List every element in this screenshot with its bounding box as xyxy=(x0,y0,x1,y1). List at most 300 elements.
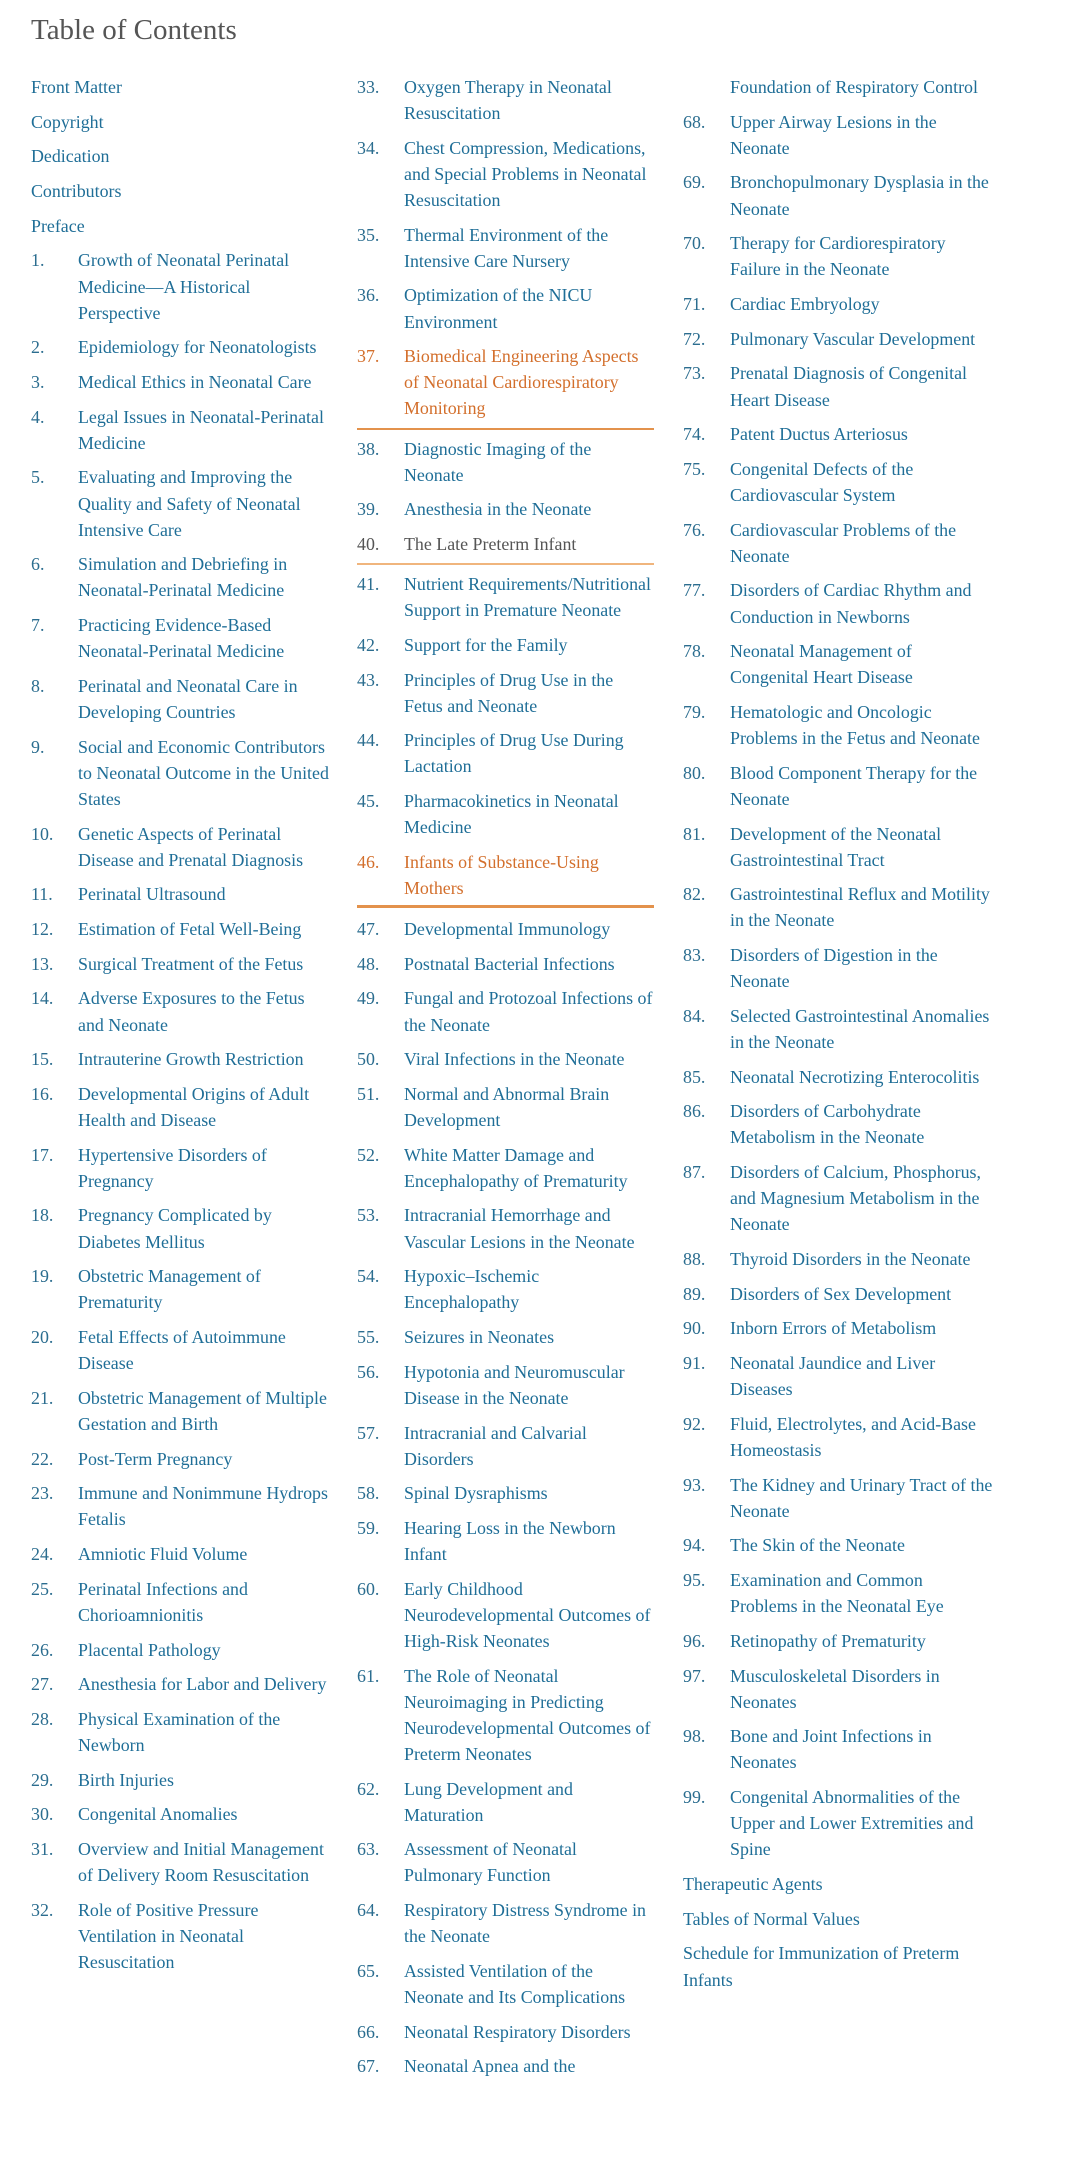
chapter-number: 66. xyxy=(357,2021,380,2042)
toc-entry[interactable] xyxy=(683,517,993,569)
toc-entry[interactable] xyxy=(683,881,993,933)
chapter-title-link[interactable]: Post-Term Pregnancy xyxy=(78,1448,233,1469)
chapter-title-link[interactable]: Early Childhood Neurodevelopmental Outcomes of High-Risk Neonates xyxy=(404,1578,651,1651)
chapter-number: 28. xyxy=(31,1708,54,1729)
toc-entry[interactable] xyxy=(357,135,654,213)
toc-entry[interactable] xyxy=(357,2019,654,2045)
chapter-title-link[interactable]: Postnatal Bacterial Infections xyxy=(404,953,615,974)
chapter-number: 75. xyxy=(683,458,706,479)
chapter-number: 31. xyxy=(31,1839,54,1860)
chapter-title-link[interactable]: Musculoskeletal Disorders in Neonates xyxy=(730,1665,940,1712)
chapter-number: 10. xyxy=(31,823,54,844)
toc-entry[interactable] xyxy=(683,1098,993,1150)
toc-entry[interactable] xyxy=(683,421,993,447)
toc-entry[interactable] xyxy=(31,334,331,360)
chapter-number: 30. xyxy=(31,1804,54,1825)
chapter-title-link[interactable]: Disorders of Calcium, Phosphorus, and Magnesium Metabolism in the Neonate xyxy=(730,1162,981,1235)
toc-entry[interactable] xyxy=(683,638,993,690)
toc-entry[interactable] xyxy=(31,951,331,977)
toc-entry[interactable] xyxy=(683,230,993,282)
chapter-number: 80. xyxy=(683,762,706,783)
chapter-number: 51. xyxy=(357,1083,380,1104)
chapter-number: 89. xyxy=(683,1283,706,1304)
toc-entry[interactable] xyxy=(31,1637,331,1663)
chapter-title-link[interactable]: Dedication xyxy=(31,146,110,167)
toc-entry[interactable] xyxy=(31,1576,331,1628)
chapter-title-link[interactable]: Anesthesia in the Neonate xyxy=(404,499,592,520)
toc-entry[interactable] xyxy=(357,282,654,334)
toc-entry[interactable] xyxy=(357,1576,654,1654)
chapter-title-link[interactable]: Examination and Common Problems in the Neonatal Eye xyxy=(730,1570,944,1617)
chapter-title-link[interactable]: Amniotic Fluid Volume xyxy=(78,1544,248,1565)
chapter-number: 1. xyxy=(31,250,45,271)
chapter-title-link[interactable]: Anesthesia for Labor and Delivery xyxy=(78,1674,327,1695)
toc-entry[interactable] xyxy=(357,1046,654,1072)
chapter-number: 34. xyxy=(357,137,380,158)
toc-entry[interactable] xyxy=(357,1663,654,1767)
chapter-number: 32. xyxy=(31,1899,54,1920)
chapter-title-link[interactable]: Medical Ethics in Neonatal Care xyxy=(78,372,312,392)
chapter-number xyxy=(683,74,730,100)
chapter-title-link[interactable]: Inborn Errors of Metabolism xyxy=(730,1318,937,1339)
chapter-title-link[interactable]: Disorders of Digestion in the Neonate xyxy=(730,945,938,992)
chapter-number: 69. xyxy=(683,172,706,193)
chapter-title-link[interactable]: Fetal Effects of Autoimmune Disease xyxy=(78,1327,286,1374)
chapter-title-link[interactable]: The Late Preterm Infant xyxy=(404,533,577,554)
chapter-number: 81. xyxy=(683,823,706,844)
toc-column-3 xyxy=(683,74,993,2001)
chapter-number: 35. xyxy=(357,224,380,245)
chapter-title-link[interactable]: Diagnostic Imaging of the Neonate xyxy=(404,438,592,485)
chapter-number: 58. xyxy=(357,1483,380,1504)
chapter-number: 70. xyxy=(683,233,706,254)
toc-entry[interactable] xyxy=(357,1420,654,1472)
chapter-number: 15. xyxy=(31,1049,54,1070)
toc-entry[interactable] xyxy=(683,109,993,161)
chapter-number: 18. xyxy=(31,1205,54,1226)
toc-entry[interactable] xyxy=(31,213,331,239)
chapter-title-link[interactable]: Hematologic and Oncologic Problems in the Fetus and Neonate xyxy=(730,702,980,749)
chapter-title-link[interactable]: Congenital Defects of the Cardiovascular System xyxy=(730,458,914,505)
chapter-title-link[interactable]: Viral Infections in the Neonate xyxy=(404,1049,625,1070)
chapter-number: 16. xyxy=(31,1083,54,1104)
chapter-title-link[interactable]: Gastrointestinal Reflux and Motility in the Neonate xyxy=(730,884,990,931)
toc-entry[interactable] xyxy=(683,1281,993,1307)
toc-entry[interactable] xyxy=(683,942,993,994)
toc-entry[interactable] xyxy=(31,1706,331,1758)
toc-entry[interactable] xyxy=(31,1801,331,1827)
toc-entry[interactable] xyxy=(31,247,331,325)
toc-entry[interactable] xyxy=(31,143,331,169)
chapter-number: 7. xyxy=(31,615,45,636)
chapter-number: 50. xyxy=(357,1049,380,1070)
toc-entry[interactable] xyxy=(357,496,654,522)
toc-entry[interactable] xyxy=(31,1767,331,1793)
toc-entry[interactable] xyxy=(683,821,993,873)
toc-entry[interactable] xyxy=(31,1897,331,1975)
toc-entry[interactable] xyxy=(31,369,331,395)
toc-entry[interactable] xyxy=(357,1081,654,1133)
chapter-number: 27. xyxy=(31,1674,54,1695)
page-title: Table of Contents xyxy=(31,14,237,46)
chapter-number: 60. xyxy=(357,1578,380,1599)
chapter-number: 78. xyxy=(683,641,706,662)
toc-entry[interactable] xyxy=(31,1446,331,1472)
chapter-title-link[interactable]: Pulmonary Vascular Development xyxy=(730,328,976,349)
chapter-title-link[interactable]: Pregnancy Complicated by Diabetes Mellitus xyxy=(78,1205,272,1252)
toc-entry[interactable] xyxy=(357,1142,654,1194)
toc-entry[interactable] xyxy=(357,788,654,840)
toc-entry[interactable] xyxy=(357,1776,654,1828)
chapter-number: 23. xyxy=(31,1483,54,1504)
chapter-number: 95. xyxy=(683,1570,706,1591)
chapter-title-link[interactable]: Adverse Exposures to the Fetus and Neonate xyxy=(78,988,305,1035)
chapter-number: 43. xyxy=(357,669,380,690)
chapter-title-link[interactable]: Disorders of Carbohydrate Metabolism in the Neonate xyxy=(730,1101,925,1148)
chapter-title-link[interactable]: Patent Ductus Arteriosus xyxy=(730,424,908,445)
chapter-title-link[interactable]: Neonatal Necrotizing Enterocolitis xyxy=(730,1066,980,1087)
chapter-title-link[interactable]: The Skin of the Neonate xyxy=(730,1535,905,1556)
chapter-number: 84. xyxy=(683,1005,706,1026)
chapter-number: 9. xyxy=(31,736,45,757)
chapter-title-link[interactable]: Contributors xyxy=(31,181,122,202)
chapter-title-link[interactable]: Prenatal Diagnosis of Congenital Heart Disease xyxy=(730,363,968,410)
chapter-title-link[interactable]: Neonatal Respiratory Disorders xyxy=(404,2021,631,2042)
chapter-number: 13. xyxy=(31,953,54,974)
toc-entry[interactable] xyxy=(357,985,654,1037)
toc-entry[interactable] xyxy=(357,1480,654,1506)
chapter-title-link[interactable]: Oxygen Therapy in Neonatal Resuscitation xyxy=(404,77,612,124)
chapter-number: 97. xyxy=(683,1665,706,1686)
toc-entry[interactable] xyxy=(31,1081,331,1133)
chapter-title-link[interactable]: Spinal Dysraphisms xyxy=(404,1483,548,1504)
toc-entry[interactable] xyxy=(683,74,993,100)
toc-entry[interactable] xyxy=(31,1324,331,1376)
toc-entry[interactable] xyxy=(31,916,331,942)
toc-entry[interactable] xyxy=(683,1315,993,1341)
chapter-title-link[interactable]: Perinatal and Neonatal Care in Developing Countries xyxy=(78,675,298,722)
chapter-title-link[interactable]: Foundation of Respiratory Control xyxy=(730,77,978,97)
chapter-number: 6. xyxy=(31,554,45,575)
toc-entry[interactable] xyxy=(357,951,654,977)
chapter-title-link[interactable]: Cardiovascular Problems of the Neonate xyxy=(730,519,957,566)
chapter-title-link[interactable]: Overview and Initial Management of Delivery Room Resuscitation xyxy=(78,1839,324,1886)
toc-entry[interactable] xyxy=(357,1359,654,1411)
chapter-title-link[interactable]: Front Matter xyxy=(31,77,122,97)
chapter-title-link[interactable]: Physical Examination of the Newborn xyxy=(78,1708,281,1755)
toc-entry[interactable] xyxy=(357,531,654,565)
chapter-title-link[interactable]: Normal and Abnormal Brain Development xyxy=(404,1083,610,1130)
toc-entry[interactable] xyxy=(683,1940,993,1992)
chapter-title-link[interactable]: Obstetric Management of Prematurity xyxy=(78,1266,261,1313)
chapter-number: 55. xyxy=(357,1327,380,1348)
toc-entry[interactable] xyxy=(357,2053,654,2079)
toc-entry[interactable] xyxy=(31,881,331,907)
chapter-number: 63. xyxy=(357,1839,380,1860)
toc-entry[interactable] xyxy=(683,169,993,221)
toc-entry[interactable] xyxy=(31,1836,331,1888)
chapter-number: 77. xyxy=(683,580,706,601)
chapter-number: 25. xyxy=(31,1578,54,1599)
chapter-title-link[interactable]: Cardiac Embryology xyxy=(730,294,880,315)
toc-entry[interactable] xyxy=(683,1567,993,1619)
chapter-title-link[interactable]: Infants of Substance-Using Mothers xyxy=(404,851,599,898)
chapter-number: 26. xyxy=(31,1639,54,1660)
toc-entry[interactable] xyxy=(357,222,654,274)
toc-entry[interactable] xyxy=(31,178,331,204)
chapter-number: 91. xyxy=(683,1353,706,1374)
toc-entry[interactable] xyxy=(683,456,993,508)
toc-entry[interactable] xyxy=(683,1064,993,1090)
toc-entry[interactable] xyxy=(357,1263,654,1315)
toc-entry[interactable] xyxy=(31,673,331,725)
chapter-title-link[interactable]: Lung Development and Maturation xyxy=(404,1778,573,1825)
chapter-number: 49. xyxy=(357,988,380,1009)
chapter-number: 87. xyxy=(683,1162,706,1183)
chapter-title-link[interactable]: Therapeutic Agents xyxy=(683,1874,823,1895)
toc-entry[interactable] xyxy=(683,1532,993,1558)
toc-entry[interactable] xyxy=(357,1515,654,1567)
toc-entry[interactable] xyxy=(357,916,654,942)
chapter-title-link[interactable]: Thyroid Disorders in the Neonate xyxy=(730,1249,971,1270)
chapter-number: 93. xyxy=(683,1474,706,1495)
chapter-number: 65. xyxy=(357,1960,380,1981)
chapter-title-link[interactable]: Legal Issues in Neonatal-Perinatal Medicine xyxy=(78,406,324,453)
chapter-title-link[interactable]: Hearing Loss in the Newborn Infant xyxy=(404,1517,616,1565)
chapter-title-link[interactable]: Simulation and Debriefing in Neonatal-Perinatal Medicine xyxy=(78,554,288,601)
chapter-title-link[interactable]: Role of Positive Pressure Ventilation in Neonatal Resuscitation xyxy=(78,1899,259,1972)
toc-entry[interactable] xyxy=(683,291,993,317)
chapter-title-link[interactable]: Disorders of Sex Development xyxy=(730,1283,952,1304)
toc-entry[interactable] xyxy=(357,74,654,126)
toc-entry[interactable] xyxy=(357,571,654,623)
chapter-title-link[interactable]: Congenital Anomalies xyxy=(78,1804,238,1825)
chapter-number: 44. xyxy=(357,730,380,751)
chapter-title-link[interactable]: Hypoxic–Ischemic Encephalopathy xyxy=(404,1266,540,1313)
toc-entry[interactable] xyxy=(31,1202,331,1254)
chapter-title-link[interactable]: Tables of Normal Values xyxy=(683,1908,860,1929)
toc-entry[interactable] xyxy=(683,360,993,412)
chapter-title-link[interactable]: Optimization of the NICU Environment xyxy=(404,285,593,332)
chapter-number: 64. xyxy=(357,1900,380,1921)
chapter-title-link[interactable]: Intrauterine Growth Restriction xyxy=(78,1049,304,1070)
chapter-title-link[interactable]: Intracranial and Calvarial Disorders xyxy=(404,1422,587,1469)
chapter-number: 17. xyxy=(31,1144,54,1165)
chapter-number: 54. xyxy=(357,1266,380,1287)
chapter-title-link[interactable]: Support for the Family xyxy=(404,634,568,655)
chapter-title-link[interactable]: Practicing Evidence-Based Neonatal-Perinatal Medicine xyxy=(78,615,285,662)
toc-column-2 xyxy=(357,74,654,2088)
chapter-title-link[interactable]: Assessment of Neonatal Pulmonary Function xyxy=(404,1839,577,1886)
chapter-title-link[interactable]: Congenital Abnormalities of the Upper and Lower Extremities and Spine xyxy=(730,1787,974,1860)
toc-entry[interactable] xyxy=(357,1324,654,1350)
chapter-title-link[interactable]: Placental Pathology xyxy=(78,1639,221,1660)
chapter-title-link[interactable]: Social and Economic Contributors to Neonatal Outcome in the United States xyxy=(78,736,329,809)
chapter-title-link[interactable]: Hypotonia and Neuromuscular Disease in the Neonate xyxy=(404,1361,625,1408)
toc-entry[interactable] xyxy=(31,734,331,812)
chapter-number: 98. xyxy=(683,1726,706,1747)
chapter-number: 48. xyxy=(357,953,380,974)
chapter-number: 33. xyxy=(357,77,380,97)
chapter-title-link[interactable]: Disorders of Cardiac Rhythm and Conduction in Newborns xyxy=(730,580,972,627)
toc-entry[interactable] xyxy=(357,436,654,488)
toc-entry[interactable] xyxy=(683,1784,993,1862)
toc-entry[interactable] xyxy=(683,1906,993,1932)
chapter-title-link[interactable]: Nutrient Requirements/Nutritional Support in Premature Neonate xyxy=(404,574,651,621)
chapter-title-link[interactable]: Blood Component Therapy for the Neonate xyxy=(730,762,978,809)
toc-entry[interactable] xyxy=(683,1003,993,1055)
toc-entry[interactable] xyxy=(31,612,331,664)
toc-entry[interactable] xyxy=(683,577,993,629)
chapter-title-link[interactable]: Retinopathy of Prematurity xyxy=(730,1630,926,1651)
chapter-title-link[interactable]: Birth Injuries xyxy=(78,1769,174,1790)
toc-entry[interactable] xyxy=(31,551,331,603)
chapter-number: 29. xyxy=(31,1769,54,1790)
chapter-number: 99. xyxy=(683,1787,706,1808)
toc-entry[interactable] xyxy=(31,464,331,542)
toc-entry[interactable] xyxy=(683,326,993,352)
chapter-title-link[interactable]: Developmental Immunology xyxy=(404,919,611,940)
chapter-title-link[interactable]: Evaluating and Improving the Quality and Safety of Neonatal Intensive Care xyxy=(78,467,301,540)
toc-entry[interactable] xyxy=(31,1263,331,1315)
chapter-title-link[interactable]: Respiratory Distress Syndrome in the Neonate xyxy=(404,1900,646,1947)
chapter-title-link[interactable]: White Matter Damage and Encephalopathy of Prematurity xyxy=(404,1144,628,1191)
chapter-title-link[interactable]: Epidemiology for Neonatologists xyxy=(78,337,317,358)
chapter-title-link[interactable]: Immune and Nonimmune Hydrops Fetalis xyxy=(78,1483,328,1530)
toc-entry[interactable] xyxy=(31,404,331,456)
chapter-number: 36. xyxy=(357,285,380,306)
chapter-title-link[interactable]: Neonatal Apnea and the xyxy=(404,2056,576,2077)
chapter-title-link[interactable]: Growth of Neonatal Perinatal Medicine—A Historical Perspective xyxy=(78,250,290,323)
chapter-number: 3. xyxy=(31,372,45,392)
toc-entry[interactable] xyxy=(683,1628,993,1654)
chapter-title-link[interactable]: The Role of Neonatal Neuroimaging in Predicting Neurodevelopmental Outcomes of Preterm Neonates xyxy=(404,1665,651,1764)
chapter-number: 20. xyxy=(31,1327,54,1347)
toc-entry[interactable] xyxy=(31,1142,331,1194)
chapter-title-link[interactable]: Therapy for Cardiorespiratory Failure in the Neonate xyxy=(730,233,946,280)
toc-entry[interactable] xyxy=(683,1159,993,1237)
chapter-number: 59. xyxy=(357,1517,380,1538)
toc-entry[interactable] xyxy=(683,1663,993,1715)
chapter-title-link[interactable]: Surgical Treatment of the Fetus xyxy=(78,953,304,974)
toc-entry[interactable] xyxy=(31,1046,331,1072)
chapter-title-link[interactable]: Perinatal Ultrasound xyxy=(78,884,226,905)
toc-entry[interactable] xyxy=(357,1897,654,1949)
chapter-title-link[interactable]: Perinatal Infections and Chorioamnionitis xyxy=(78,1578,248,1625)
chapter-number: 96. xyxy=(683,1630,706,1651)
chapter-number: 86. xyxy=(683,1101,706,1122)
chapter-title-link[interactable]: Neonatal Jaundice and Liver Diseases xyxy=(730,1353,936,1400)
chapter-number: 88. xyxy=(683,1249,706,1270)
chapter-number: 68. xyxy=(683,111,706,132)
chapter-title-link[interactable]: Hypertensive Disorders of Pregnancy xyxy=(78,1144,267,1191)
chapter-number: 22. xyxy=(31,1448,54,1469)
toc-column-1 xyxy=(31,74,331,1984)
toc-entry[interactable] xyxy=(683,1246,993,1272)
chapter-title-link[interactable]: Assisted Ventilation of the Neonate and Its Complications xyxy=(404,1960,626,2008)
toc-entry[interactable] xyxy=(683,1411,993,1463)
toc-entry[interactable] xyxy=(683,1472,993,1524)
chapter-number: 46. xyxy=(357,851,380,872)
chapter-title-link[interactable]: Developmental Origins of Adult Health and Disease xyxy=(78,1083,310,1130)
toc-entry[interactable] xyxy=(31,1480,331,1532)
toc-entry[interactable] xyxy=(31,985,331,1037)
toc-entry[interactable] xyxy=(357,727,654,779)
toc-entry[interactable] xyxy=(683,1723,993,1775)
toc-entry[interactable] xyxy=(31,74,331,100)
toc-entry[interactable] xyxy=(357,1202,654,1254)
chapter-title-link[interactable]: Fluid, Electrolytes, and Acid-Base Homeostasis xyxy=(730,1413,976,1460)
chapter-number: 38. xyxy=(357,438,380,459)
chapter-title-link[interactable]: Upper Airway Lesions in the Neonate xyxy=(730,111,937,158)
chapter-number: 79. xyxy=(683,702,706,722)
chapter-number: 74. xyxy=(683,424,706,445)
toc-entry[interactable] xyxy=(31,1671,331,1697)
toc-entry[interactable] xyxy=(683,760,993,812)
toc-entry[interactable] xyxy=(31,821,331,873)
chapter-number: 67. xyxy=(357,2056,380,2077)
chapter-title-link[interactable]: Intracranial Hemorrhage and Vascular Lesions in the Neonate xyxy=(404,1205,635,1252)
toc-entry[interactable] xyxy=(683,699,993,751)
toc-entry[interactable] xyxy=(683,1871,993,1897)
chapter-number: 57. xyxy=(357,1422,380,1443)
chapter-title-link[interactable]: Bronchopulmonary Dysplasia in the Neonate xyxy=(730,172,989,219)
chapter-number: 19. xyxy=(31,1266,54,1287)
chapter-number: 92. xyxy=(683,1413,706,1434)
chapter-title-link[interactable]: Genetic Aspects of Perinatal Disease and Prenatal Diagnosis xyxy=(78,823,304,870)
toc-entry[interactable] xyxy=(357,1836,654,1888)
chapter-number: 90. xyxy=(683,1318,706,1339)
chapter-title-link[interactable]: Principles of Drug Use During Lactation xyxy=(404,730,624,777)
chapter-title-link[interactable]: Obstetric Management of Multiple Gestation and Birth xyxy=(78,1387,327,1434)
chapter-title-link[interactable]: The Kidney and Urinary Tract of the Neonate xyxy=(730,1474,993,1521)
chapter-title-link[interactable]: Neonatal Management of Congenital Heart Disease xyxy=(730,641,913,688)
chapter-title-link[interactable]: Principles of Drug Use in the Fetus and Neonate xyxy=(404,669,614,716)
toc-entry[interactable] xyxy=(31,1541,331,1567)
toc-entry[interactable] xyxy=(357,632,654,658)
chapter-number: 5. xyxy=(31,467,45,488)
chapter-title-link[interactable]: Biomedical Engineering Aspects of Neonatal Cardiorespiratory Monitoring xyxy=(404,346,639,419)
chapter-title-link[interactable]: Schedule for Immunization of Preterm Infants xyxy=(683,1943,960,1990)
chapter-title-link[interactable]: Estimation of Fetal Well-Being xyxy=(78,919,302,940)
chapter-number: 11. xyxy=(31,884,53,905)
toc-entry[interactable] xyxy=(357,667,654,719)
chapter-number: 41. xyxy=(357,574,380,595)
chapter-title-link[interactable]: Thermal Environment of the Intensive Care Nursery xyxy=(404,224,609,271)
toc-entry[interactable] xyxy=(357,1958,654,2010)
toc-entry[interactable] xyxy=(31,1385,331,1437)
chapter-title-link[interactable]: Seizures in Neonates xyxy=(404,1327,555,1348)
chapter-title-link[interactable]: Chest Compression, Medications, and Special Problems in Neonatal Resuscitation xyxy=(404,137,647,210)
chapter-number: 72. xyxy=(683,328,706,349)
toc-entry[interactable] xyxy=(31,109,331,135)
toc-entry[interactable] xyxy=(357,343,654,429)
chapter-number: 94. xyxy=(683,1535,706,1556)
toc-entry[interactable] xyxy=(683,1350,993,1402)
chapter-title-link[interactable]: Copyright xyxy=(31,111,104,132)
chapter-title-link[interactable]: Bone and Joint Infections in Neonates xyxy=(730,1726,932,1773)
chapter-title-link[interactable]: Preface xyxy=(31,215,85,236)
chapter-number: 85. xyxy=(683,1066,706,1087)
chapter-title-link[interactable]: Fungal and Protozoal Infections of the Neonate xyxy=(404,988,653,1035)
chapter-title-link[interactable]: Selected Gastrointestinal Anomalies in the Neonate xyxy=(730,1005,990,1052)
chapter-number: 12. xyxy=(31,919,54,940)
toc-entry[interactable] xyxy=(357,849,654,908)
chapter-number: 14. xyxy=(31,988,54,1009)
chapter-title-link[interactable]: Development of the Neonatal Gastrointestinal Tract xyxy=(730,823,942,870)
chapter-number: 4. xyxy=(31,406,45,427)
chapter-title-link[interactable]: Pharmacokinetics in Neonatal Medicine xyxy=(404,791,619,838)
